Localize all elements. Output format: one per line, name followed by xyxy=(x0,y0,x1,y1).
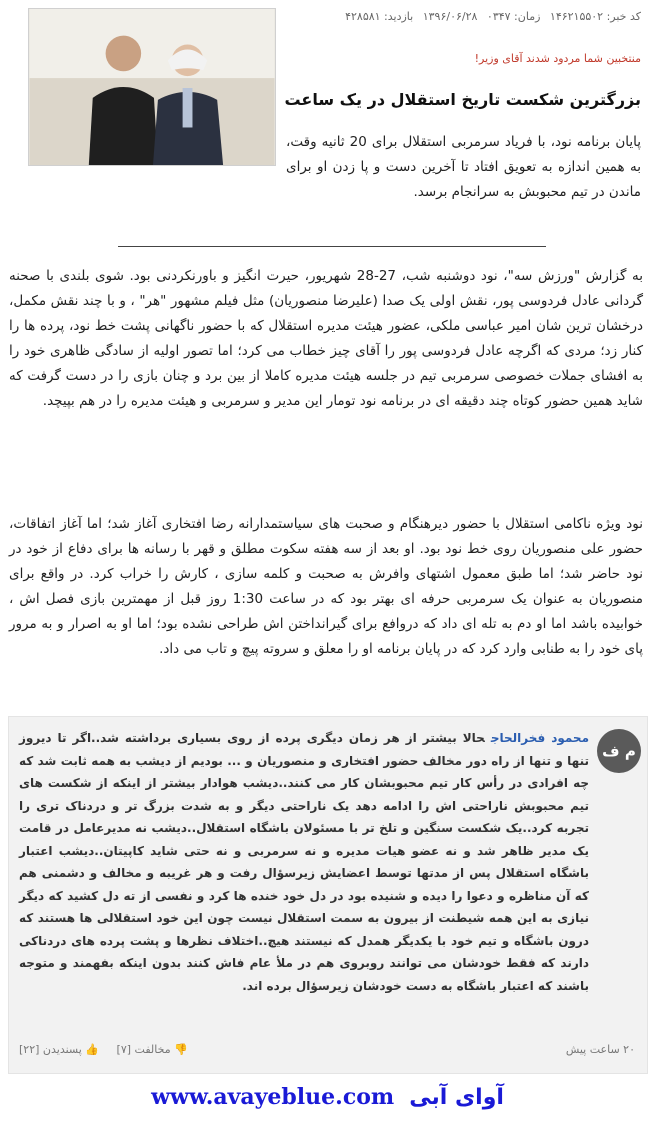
article-paragraph-1: به گزارش "ورزش سه"، نود دوشنبه شب، 27-28 شهریور، حیرت انگیز و باورنکردنی بود. شوی بلندی با صحنه گردانی عادل فردوسی پور، نقش اولی یک صدا (علیرضا منصوریان) مثل فیلم مشهور "هر" ، و با چند نقش مکمل، درخشان ترین شان امیر عباسی ملکی، عضور هیئت مدیره استقلال که با حضور ناگهانی پشت خط نود، پرده ها را کنار زد؛ مردی که اگرچه عادل فردوسی پور را آقای چیز خطاب می کرد؛ اما تصور اولیه از سادگی ظاهری خود را به افشای جملات خصوصی سرمربی تیم در جلسه هیئت مدیره کاملا از بین برد و چنان بازی را در دست گرفت که شاید همین حضور کوتاه چند دقیقه ای در برنامه نود تومار این مدیر و سرمربی و هیئت مدیره را در هم بپیچد. xyxy=(9,268,643,409)
site-name: آوای آبی xyxy=(409,1085,504,1110)
dislike-count: [۷] xyxy=(116,1043,132,1056)
article-title: بزرگترین شکست تاریخ استقلال در یک ساعت xyxy=(284,90,641,109)
article-lead: پایان برنامه نود، با فریاد سرمربی استقلال برای 20 ثانیه وقت، به همین اندازه به تعویق افتاد تا آخرین دست و پا زدن او برای ماندن در تیم محبوبش به سرانجام برسد. xyxy=(286,134,642,200)
dislike-label: مخالفت xyxy=(134,1043,171,1056)
comment-time: ۲۰ ساعت پیش xyxy=(565,1043,635,1056)
thumbs-down-icon: 👎 xyxy=(174,1043,188,1056)
like-count: [۲۲] xyxy=(19,1043,40,1056)
view-count: بازدید: ۴۲۸۵۸۱ xyxy=(345,10,414,23)
dislike-button[interactable] xyxy=(117,1043,188,1056)
thumbs-up-icon: 👍 xyxy=(85,1043,100,1056)
publish-date: ۱۳۹۶/۰۶/۲۸ xyxy=(422,10,478,23)
news-code: کد خبر: ۱۴۶۲۱۵۵۰۲ xyxy=(549,10,641,23)
article-photo xyxy=(28,8,276,166)
comment-body xyxy=(19,727,589,997)
comment-footer xyxy=(19,1043,635,1065)
article-kicker: منتخبین شما مردود شدند آقای وزیر! xyxy=(474,52,641,65)
comment-author[interactable]: محمود فخرالحاج xyxy=(490,731,590,745)
publish-time: زمان: ۰۳۴۷ xyxy=(486,10,541,23)
comment-text: حالا بیشتر از هر زمان دیگری پرده از روی بسیاری برداشته شد..اگر تا دیروز تنها و تنها از راه دور مخالف حضور افتخاری و منصوریان و ... بودیم از دیشب به همه ثابت شد که چه افرادی در رأس کار تیم محبوبشان کار می کنند..دیشب هوادار بیشتر از اینکه از شکست های تیم محبوبش ناراحتی اش را ادامه دهد یک ناراحتی دیگر و به شدت بزرگ تر و دردناک تری را تجربه کرد..یک شکست سنگین و تلخ تر با مسئولان باشگاه استقلال..دیشب نه مدیرعامل در قامت یک مدیر ظاهر شد و نه عضو هیات مدیره و نه سرمربی و نه حتی شاید کاپیتان..دیشب اعتبار باشگاه استقلال پس از مدتها توسط اعضایش زیرسؤال رفت و هر غریبه و مخالف و دشمنی هم که آن مناظره و دعوا را دیده و شنیده بود در دل خود خنده ها کرد و نفسی از ته دل کشید که دیگر نیازی به این همه شیطنت از بیرون به سمت استقلال نیست چون این خود استقلالی ها هستند که درون باشگاه و تیم خود با یکدیگر همدل که نیستند هیچ..اختلاف نظرها و پشت پرده های دردناکی دارند که فقط خودشان می توانند روبروی هم در ملأ عام فاش کنند بدون اینکه بفهمند و متوجه باشند که اعتبار باشگاه به دست خودشان زیرسؤال برده اند. xyxy=(19,731,589,993)
comment-card xyxy=(8,716,648,1074)
site-branding xyxy=(0,1084,655,1110)
site-url[interactable]: www.avayeblue.com xyxy=(151,1084,395,1110)
article-photo-image xyxy=(29,9,275,165)
article-paragraph-2: نود ویژه ناکامی استقلال با حضور دیرهنگام و صحبت های سیاستمدارانه رضا افتخاری آغاز شد؛ اما آغاز اتفاقات، حضور علی منصوریان روی خط نود بود. او بعد از سه هفته سکوت مطلق و قهر با رسانه ها برای دفاع از خود در نود حاضر شد؛ اما طبق معمول اشتهای وافرش به صحبت و کلمه سازی ، کارش را خراب کرد. در واقع برای منصوریان به عنوان یک سرمربی حرفه ای بهتر بود که در ساعت 1:30 روز قبل از مهمترین بازی فصل اش ، خوابیده باشد اما او دم به تله ای داد که دروافع برای گیرانداختن اش طراحی نشده بود؛ اما او به اصرار و به مرور پای خود را به طنابی وارد کرد که در پایان برنامه او را معلق و سروته پیچ و تاب می داد. xyxy=(9,516,643,657)
like-label: پسندیدن xyxy=(42,1043,82,1056)
comment-votes xyxy=(19,1043,202,1056)
avatar: م ف xyxy=(597,729,641,773)
divider xyxy=(118,246,546,247)
like-button[interactable] xyxy=(19,1043,99,1056)
